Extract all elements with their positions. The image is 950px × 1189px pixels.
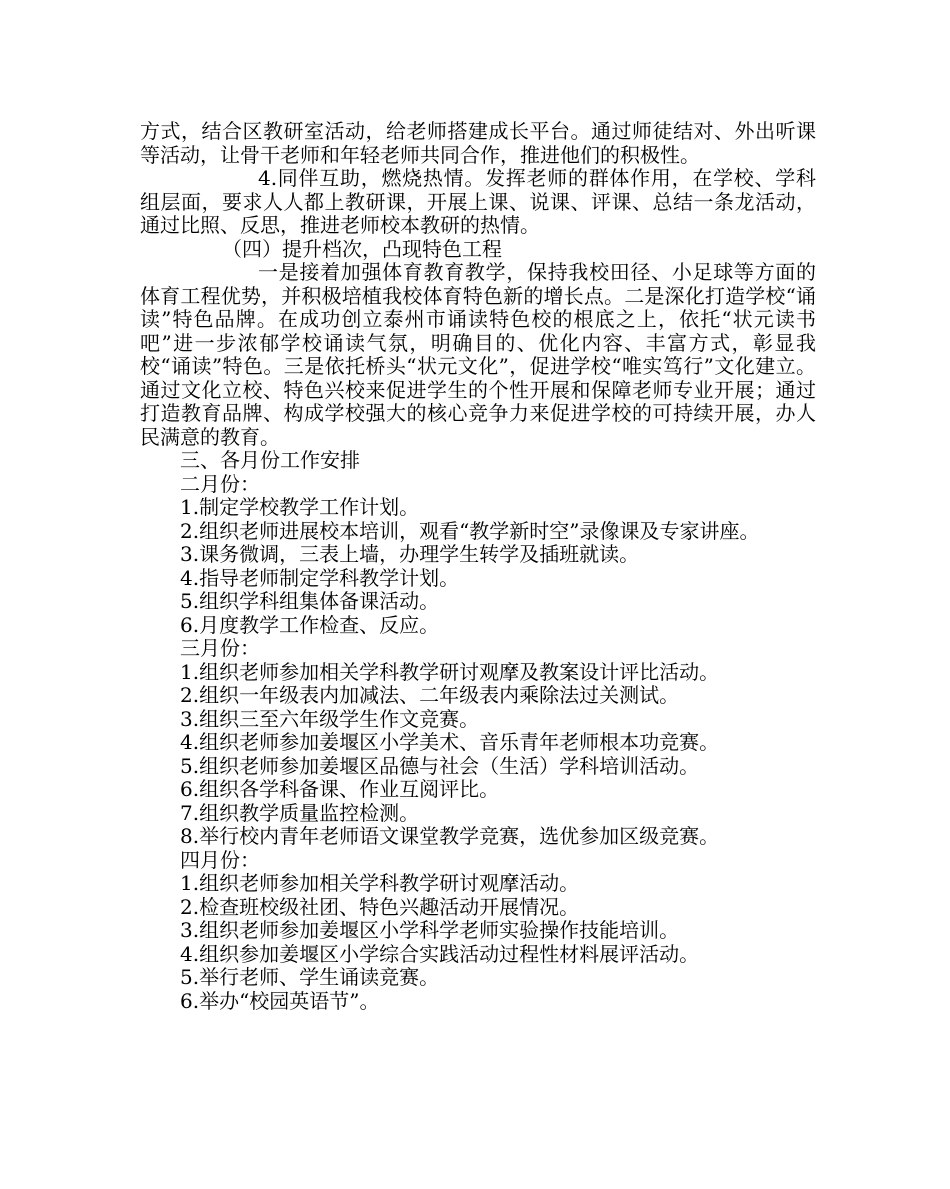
list-item: 3.组织三至六年级学生作文竞赛。 bbox=[180, 706, 480, 731]
month-block-february bbox=[140, 473, 816, 638]
list-item: 1.组织老师参加相关学科教学研讨观摩及教案设计评比活动。 bbox=[180, 659, 720, 684]
document-page bbox=[140, 120, 816, 1013]
section-heading-monthly-plan: 三、各月份工作安排 bbox=[180, 448, 360, 472]
list-item: 6.月度教学工作检查、反应。 bbox=[180, 612, 440, 637]
list-item: 5.组织老师参加姜堰区品德与社会（生活）学科培训活动。 bbox=[180, 753, 700, 778]
month-title: 四月份： bbox=[180, 847, 260, 872]
month-block-april bbox=[140, 849, 816, 1014]
list-item: 5.组织学科组集体备课活动。 bbox=[180, 589, 440, 613]
list-item: 8.举行校内青年老师语文课堂教学竞赛，选优参加区级竞赛。 bbox=[180, 824, 720, 848]
list-item: 5.举行老师、学生诵读竞赛。 bbox=[180, 965, 440, 989]
list-item: 2.组织老师进展校本培训，观看“教学新时空”录像课及专家讲座。 bbox=[180, 518, 760, 543]
list-item: 1.制定学校教学工作计划。 bbox=[180, 495, 420, 519]
month-title: 三月份： bbox=[180, 636, 260, 660]
month-block-march bbox=[140, 637, 816, 849]
list-item: 3.组织老师参加姜堰区小学科学老师实验操作技能培训。 bbox=[180, 918, 680, 942]
month-title: 二月份： bbox=[180, 471, 260, 496]
list-item: 3.课务微调，三表上墙，办理学生转学及插班就读。 bbox=[180, 542, 640, 566]
list-item: 4.组织老师参加姜堰区小学美术、音乐青年老师根本功竞赛。 bbox=[180, 730, 720, 754]
list-item: 7.组织教学质量监控检测。 bbox=[180, 800, 420, 825]
list-item: 2.检查班校级社团、特色兴趣活动开展情况。 bbox=[180, 894, 580, 919]
list-item: 4.指导老师制定学科教学计划。 bbox=[180, 565, 460, 590]
paragraph-characteristics: 一是接着加强体育教育教学，保持我校田径、小足球等方面的体育工程优势，并积极培植我校体育特色新的增长点。二是深化打造学校“诵读”特色品牌。在成功创立泰州市诵读特色校的根底之上，依托“状元读书吧”进一步浓郁学校诵读气氛，明确目的、优化内容、丰富方式，彰显我校“诵读”特色。三是依托桥头“状元文化”，促进学校“唯实笃行”文化建立。通过文化立校、特色兴校来促进学生的个性开展和保障老师专业开展；通过打造教育品牌、构成学校强大的核心竞争力来促进学校的可持续开展，办人民满意的教育。 bbox=[140, 260, 816, 449]
paragraph-mentoring: 方式，结合区教研室活动，给老师搭建成长平台。通过师徒结对、外出听课等活动，让骨干老师和年轻老师共同合作，推进他们的积极性。 bbox=[140, 119, 816, 167]
list-item: 1.组织老师参加相关学科教学研讨观摩活动。 bbox=[180, 871, 580, 895]
paragraph-peer-support: 4.同伴互助，燃烧热情。发挥老师的群体作用，在学校、学科组层面，要求人人都上教研课，开展上课、说课、评课、总结一条龙活动，通过比照、反思，推进老师校本教研的热情。 bbox=[140, 166, 816, 237]
list-item: 6.举办“校园英语节”。 bbox=[180, 988, 380, 1013]
section-heading-four: （四）提升档次，凸现特色工程 bbox=[222, 236, 502, 261]
list-item: 2.组织一年级表内加减法、二年级表内乘除法过关测试。 bbox=[180, 683, 680, 707]
list-item: 6.组织各学科备课、作业互阅评比。 bbox=[180, 777, 500, 801]
list-item: 4.组织参加姜堰区小学综合实践活动过程性材料展评活动。 bbox=[180, 941, 700, 966]
